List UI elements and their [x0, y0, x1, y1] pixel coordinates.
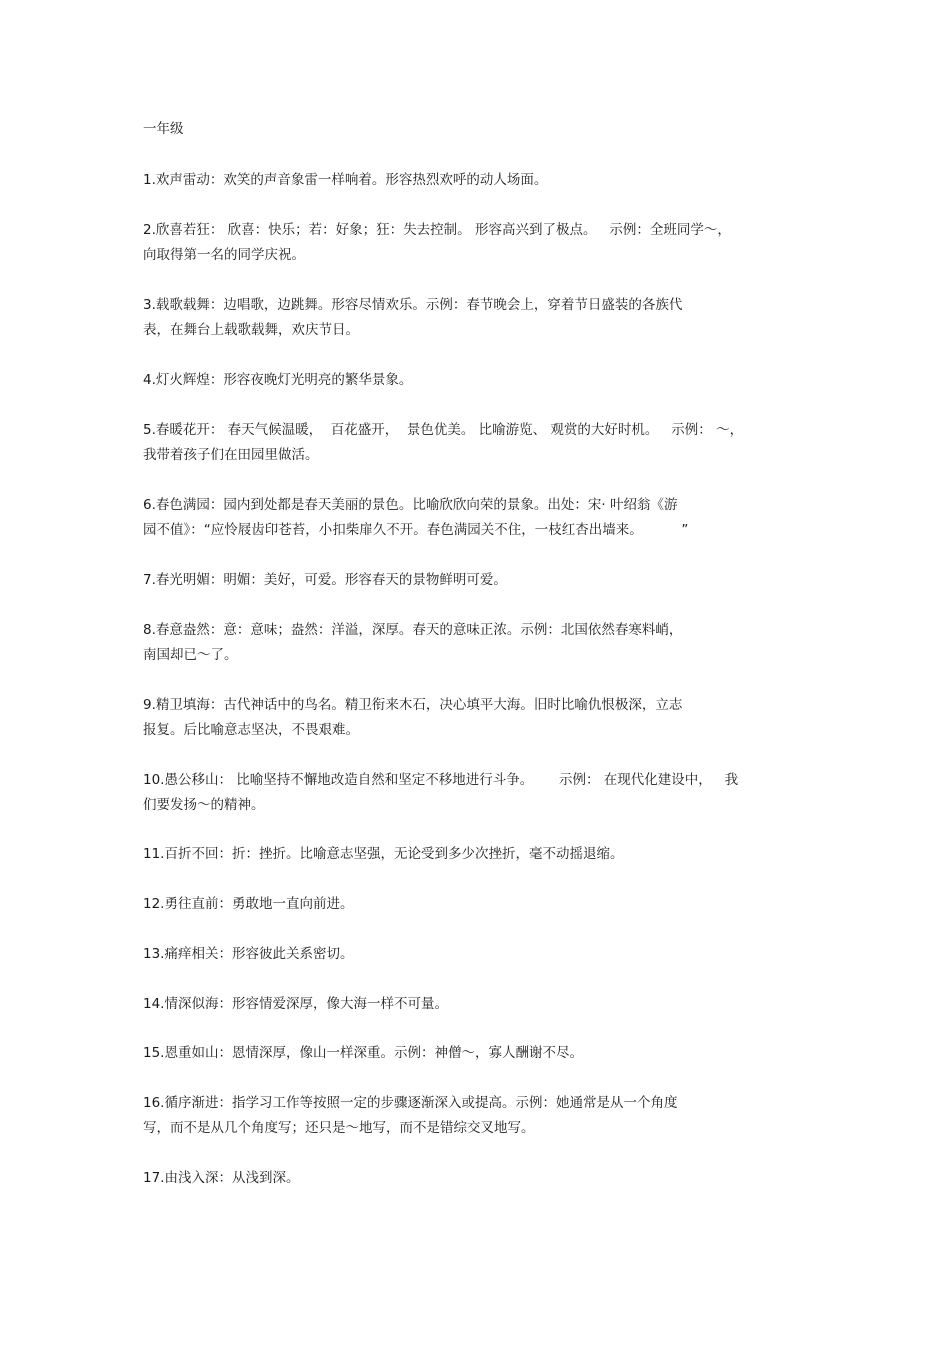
- entry-line: 园不值》：“应怜屐齿印苍苔，小扣柴扉久不开。春色满园关不住，一枝红杏出墙来。 ”: [143, 522, 689, 538]
- idiom-entry-13: [143, 942, 353, 967]
- idiom-entry-15: [143, 1041, 583, 1066]
- entry-line: 17.由浅入深：从浅到深。: [143, 1170, 300, 1186]
- entry-line: 们要发扬～的精神。: [143, 797, 265, 813]
- idiom-entry-8: [143, 618, 682, 668]
- entry-line: 1.欢声雷动：欢笑的声音象雷一样响着。形容热烈欢呼的动人场面。: [143, 172, 548, 188]
- idiom-entry-16: [143, 1091, 677, 1141]
- entry-line: 14.情深似海：形容情爱深厚，像大海一样不可量。: [143, 996, 448, 1012]
- entry-line: 写，而不是从几个角度写；还只是～地写，而不是错综交叉地写。: [143, 1120, 535, 1136]
- entry-line: 南国却已～了。: [143, 647, 238, 663]
- entry-line: 5.春暖花开： 春天气候温暖， 百花盛开， 景色优美。 比喻游览、 观赏的大好时机。 示例： ～，: [143, 422, 744, 438]
- entry-line: 2.欣喜若狂： 欣喜：快乐；若：好象；狂：失去控制。 形容高兴到了极点。 示例：全班同学～，: [143, 222, 731, 238]
- idiom-entry-4: [143, 368, 412, 393]
- entry-line: 我带着孩子们在田园里做活。: [143, 447, 319, 463]
- idiom-entry-17: [143, 1166, 299, 1191]
- entry-line: 3.载歌载舞：边唱歌，边跳舞。形容尽情欢乐。示例：春节晚会上，穿着节日盛装的各族代: [143, 297, 683, 313]
- idiom-entry-3: [143, 293, 682, 343]
- entry-line: 13.痛痒相关：形容彼此关系密切。: [143, 946, 354, 962]
- entry-line: 15.恩重如山：恩情深厚，像山一样深重。示例：神僧～，寡人酬谢不尽。: [143, 1045, 583, 1061]
- entry-line: 表，在舞台上载歌载舞，欢庆节日。: [143, 322, 359, 338]
- idiom-entry-5: [143, 418, 743, 468]
- idiom-entry-1: [143, 168, 547, 193]
- entry-line: 16.循序渐进：指学习工作等按照一定的步骤逐渐深入或提高。示例：她通常是从一个角度: [143, 1095, 678, 1111]
- entry-line: 7.春光明媚：明媚：美好，可爱。形容春天的景物鲜明可爱。: [143, 572, 507, 588]
- entry-line: 11.百折不回：折：挫折。比喻意志坚强，无论受到多少次挫折，毫不动摇退缩。: [143, 846, 624, 862]
- entry-line: 报复。后比喻意志坚决，不畏艰难。: [143, 722, 359, 738]
- grade-heading: 一年级: [143, 121, 184, 137]
- idiom-entry-7: [143, 568, 507, 593]
- idiom-entry-10: [143, 768, 738, 818]
- idiom-entry-12: [143, 892, 353, 917]
- idiom-entry-14: [143, 992, 448, 1017]
- entry-line: 4.灯火辉煌：形容夜晚灯光明亮的繁华景象。: [143, 372, 413, 388]
- entry-line: 8.春意盎然：意：意味；盎然：洋溢，深厚。春天的意味正浓。示例：北国依然春寒料峭，: [143, 622, 683, 638]
- idiom-entry-2: [143, 218, 731, 268]
- entry-line: 10.愚公移山： 比喻坚持不懈地改造自然和坚定不移地进行斗争。 示例： 在现代化建设中， 我: [143, 772, 739, 788]
- entry-line: 向取得第一名的同学庆祝。: [143, 247, 305, 263]
- entry-line: 6.春色满园：园内到处都是春天美丽的景色。比喻欣欣向荣的景象。出处：宋· 叶绍翁《游: [143, 497, 678, 513]
- idiom-entry-11: [143, 842, 623, 867]
- idiom-entry-6: [143, 493, 688, 543]
- idiom-entry-9: [143, 693, 682, 743]
- entry-line: 12.勇往直前：勇敢地一直向前进。: [143, 896, 354, 912]
- entry-line: 9.精卫填海：古代神话中的鸟名。精卫衔来木石，决心填平大海。旧时比喻仇恨极深，立志: [143, 697, 683, 713]
